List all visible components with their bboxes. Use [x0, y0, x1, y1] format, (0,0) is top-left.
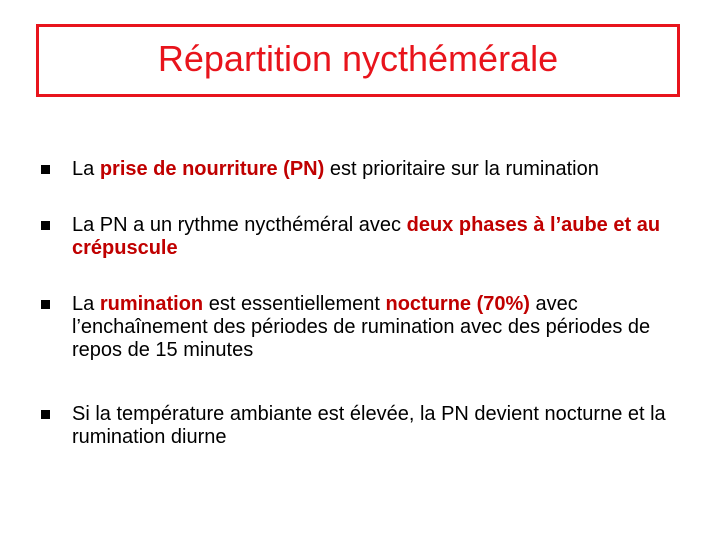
text-segment: est prioritaire sur la rumination [324, 158, 599, 180]
bullet-item [38, 214, 698, 260]
bullet-text [72, 214, 660, 259]
highlighted-text: nocturne (70%) [385, 293, 530, 315]
text-segment: La PN a un rythme nycthéméral avec [72, 214, 407, 236]
bullet-item [38, 293, 698, 362]
bullet-item [38, 403, 698, 449]
text-segment: La [72, 293, 100, 315]
text-segment: avec l’enchaînement des périodes de rumination avec des périodes de repos de 15 minutes [72, 293, 651, 361]
highlighted-text: rumination [99, 293, 204, 315]
square-bullet-icon [41, 221, 50, 230]
square-bullet-icon [41, 165, 50, 174]
bullet-text [72, 403, 666, 448]
bullet-text [72, 158, 599, 180]
square-bullet-icon [41, 410, 50, 419]
bullet-item [38, 158, 698, 181]
title-frame [36, 24, 680, 97]
square-bullet-icon [41, 300, 50, 309]
highlighted-text: deux phases à l’aube et au crépuscule [72, 214, 661, 259]
bullet-text [72, 293, 650, 361]
text-segment: La [72, 158, 100, 180]
slide-title: Répartition nycthémérale [157, 37, 559, 79]
text-segment: est essentiellement [203, 293, 386, 315]
highlighted-text: prise de nourriture (PN) [99, 158, 325, 180]
text-segment: Si la température ambiante est élevée, la PN devient nocturne et la rumination diurne [72, 403, 666, 448]
bullet-list [38, 158, 698, 449]
